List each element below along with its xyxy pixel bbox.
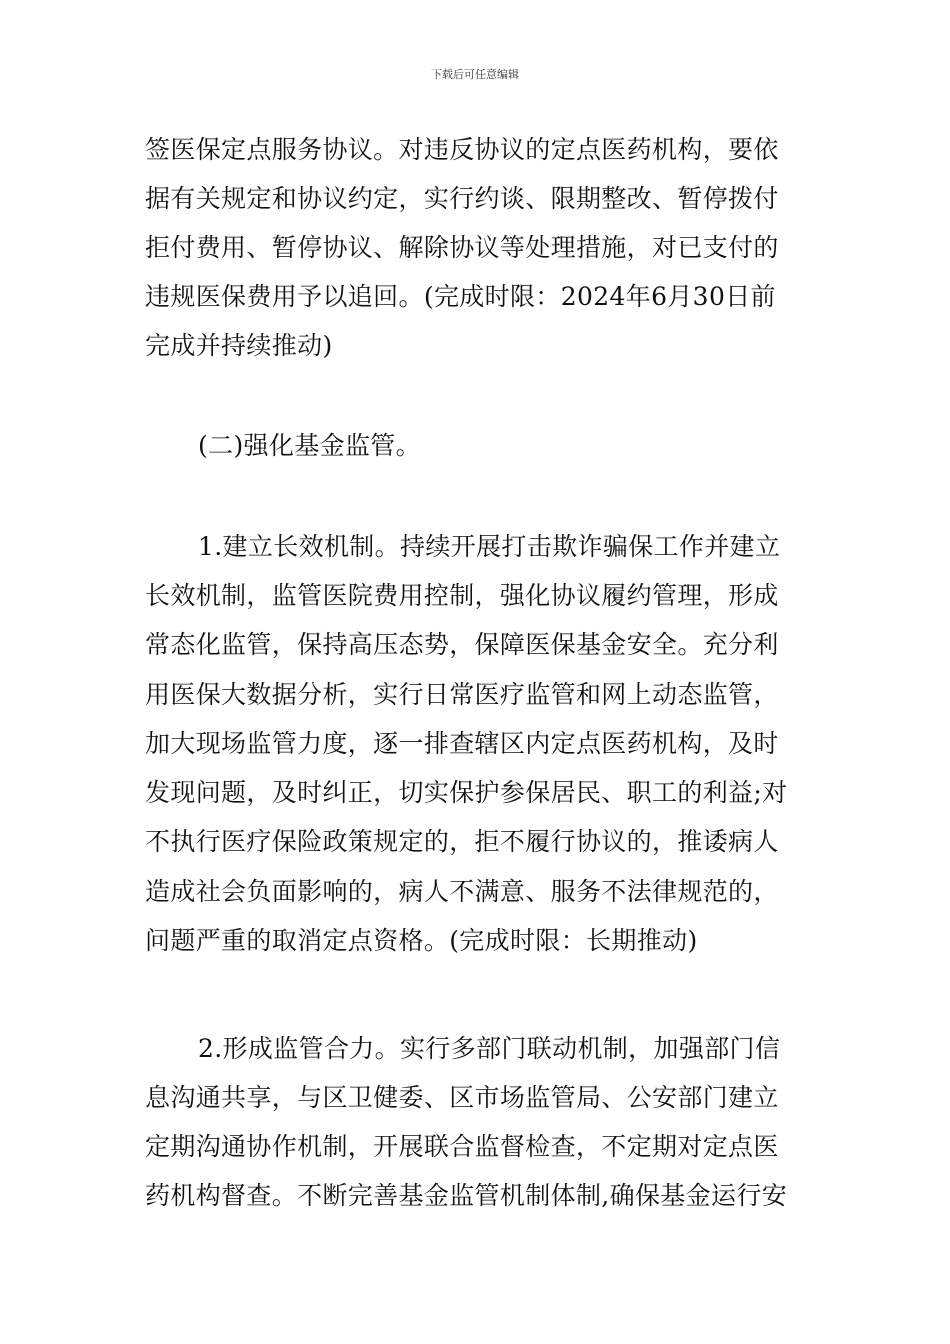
paragraph-line: 完成并持续推动) bbox=[145, 331, 333, 360]
paragraph-line: 不执行医疗保险政策规定的，拒不履行协议的，推诿病人 bbox=[145, 827, 779, 856]
paragraph-line: 发现问题，及时纠正，切实保护参保居民、职工的利益;对 bbox=[145, 778, 788, 807]
paragraph-line: 息沟通共享，与区卫健委、区市场监管局、公安部门建立 bbox=[145, 1083, 779, 1112]
paragraph-line: 违规医保费用予以追回。(完成时限：2024年6月30日前 bbox=[145, 282, 776, 311]
paragraph-line: 拒付费用、暂停协议、解除协议等处理措施，对已支付的 bbox=[145, 233, 779, 262]
header-note: 下载后可任意编辑 bbox=[431, 68, 519, 81]
paragraph-line: 药机构督查。不断完善基金监管机制体制,确保基金运行安 bbox=[145, 1181, 788, 1210]
paragraph-line: 定期沟通协作机制，开展联合监督检查，不定期对定点医 bbox=[145, 1132, 779, 1161]
paragraph-line: 长效机制，监管医院费用控制，强化协议履约管理，形成 bbox=[145, 581, 779, 610]
section-heading: (二)强化基金监管。 bbox=[198, 431, 422, 460]
paragraph-line: 问题严重的取消定点资格。(完成时限：长期推动) bbox=[145, 926, 698, 955]
paragraph-line: 造成社会负面影响的，病人不满意、服务不法律规范的， bbox=[145, 877, 779, 906]
paragraph-line: 加大现场监管力度，逐一排查辖区内定点医药机构，及时 bbox=[145, 729, 779, 758]
paragraph-line: 签医保定点服务协议。对违反协议的定点医药机构，要依 bbox=[145, 135, 779, 164]
paragraph-line: 据有关规定和协议约定，实行约谈、限期整改、暂停拨付 bbox=[145, 184, 779, 213]
paragraph-line: 常态化监管，保持高压态势，保障医保基金安全。充分利 bbox=[145, 630, 779, 659]
paragraph-line: 1.建立长效机制。持续开展打击欺诈骗保工作并建立 bbox=[198, 532, 781, 561]
paragraph-line: 用医保大数据分析，实行日常医疗监管和网上动态监管， bbox=[145, 680, 779, 709]
paragraph-line: 2.形成监管合力。实行多部门联动机制，加强部门信 bbox=[198, 1034, 781, 1063]
